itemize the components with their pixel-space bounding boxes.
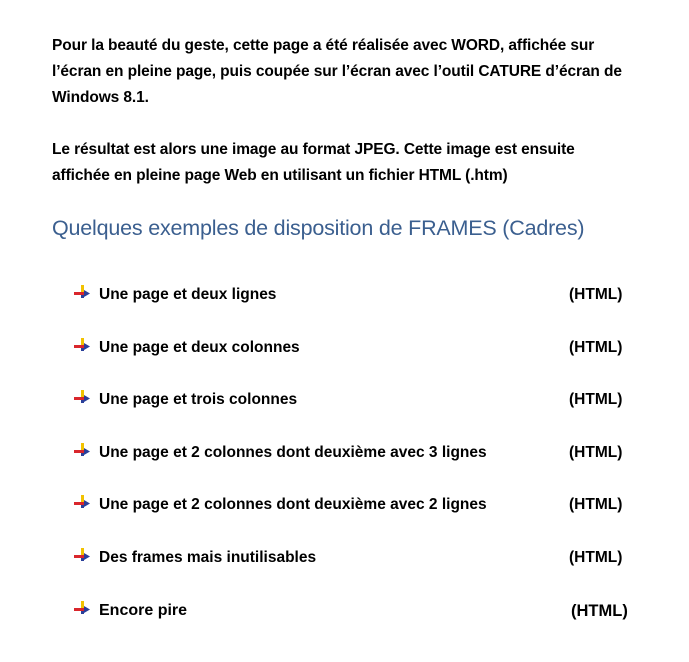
- list-item: [74, 442, 654, 464]
- list-item: [74, 337, 654, 359]
- example-label[interactable]: Des frames mais inutilisables: [99, 549, 317, 566]
- html-link[interactable]: (HTML): [569, 496, 623, 513]
- list-item: [74, 389, 654, 411]
- html-link[interactable]: (HTML): [569, 444, 623, 461]
- intro-paragraph-1-line: Pour la beauté du geste, cette page a été réalisée avec WORD, affichée sur: [52, 37, 595, 54]
- intro-paragraph-1: [52, 33, 672, 111]
- bullet-arrow-icon: [74, 548, 90, 564]
- example-label[interactable]: Encore pire: [99, 602, 188, 619]
- bullet-arrow-icon: [74, 338, 90, 354]
- example-label[interactable]: Une page et deux colonnes: [99, 339, 300, 356]
- bullet-arrow-icon: [74, 285, 90, 301]
- html-link[interactable]: (HTML): [571, 601, 628, 620]
- intro-paragraph-2-line: Le résultat est alors une image au format JPEG. Cette image est ensuite: [52, 141, 575, 158]
- intro-paragraph-2-line: affichée en pleine page Web en utilisant un fichier HTML (.htm): [52, 167, 508, 184]
- example-label[interactable]: Une page et trois colonnes: [99, 391, 298, 408]
- list-item: [74, 600, 654, 622]
- example-label[interactable]: Une page et deux lignes: [99, 286, 277, 303]
- bullet-arrow-icon: [74, 495, 90, 511]
- html-link[interactable]: (HTML): [569, 286, 623, 303]
- section-heading: Quelques exemples de disposition de FRAMES (Cadres): [52, 216, 585, 240]
- html-link[interactable]: (HTML): [569, 339, 623, 356]
- bullet-arrow-icon: [74, 443, 90, 459]
- intro-paragraph-1-line: Windows 8.1.: [52, 89, 149, 106]
- html-link[interactable]: (HTML): [569, 391, 623, 408]
- bullet-arrow-icon: [74, 390, 90, 406]
- intro-paragraph-2: [52, 137, 672, 189]
- html-link[interactable]: (HTML): [569, 549, 623, 566]
- example-label[interactable]: Une page et 2 colonnes dont deuxième avec 2 lignes: [99, 496, 487, 513]
- list-item: [74, 494, 654, 516]
- example-label[interactable]: Une page et 2 colonnes dont deuxième avec 3 lignes: [99, 444, 487, 461]
- list-item: [74, 547, 654, 569]
- list-item: [74, 284, 654, 306]
- intro-paragraph-1-line: l’écran en pleine page, puis coupée sur l’écran avec l’outil CATURE d’écran de: [52, 63, 622, 80]
- bullet-arrow-icon: [74, 601, 90, 617]
